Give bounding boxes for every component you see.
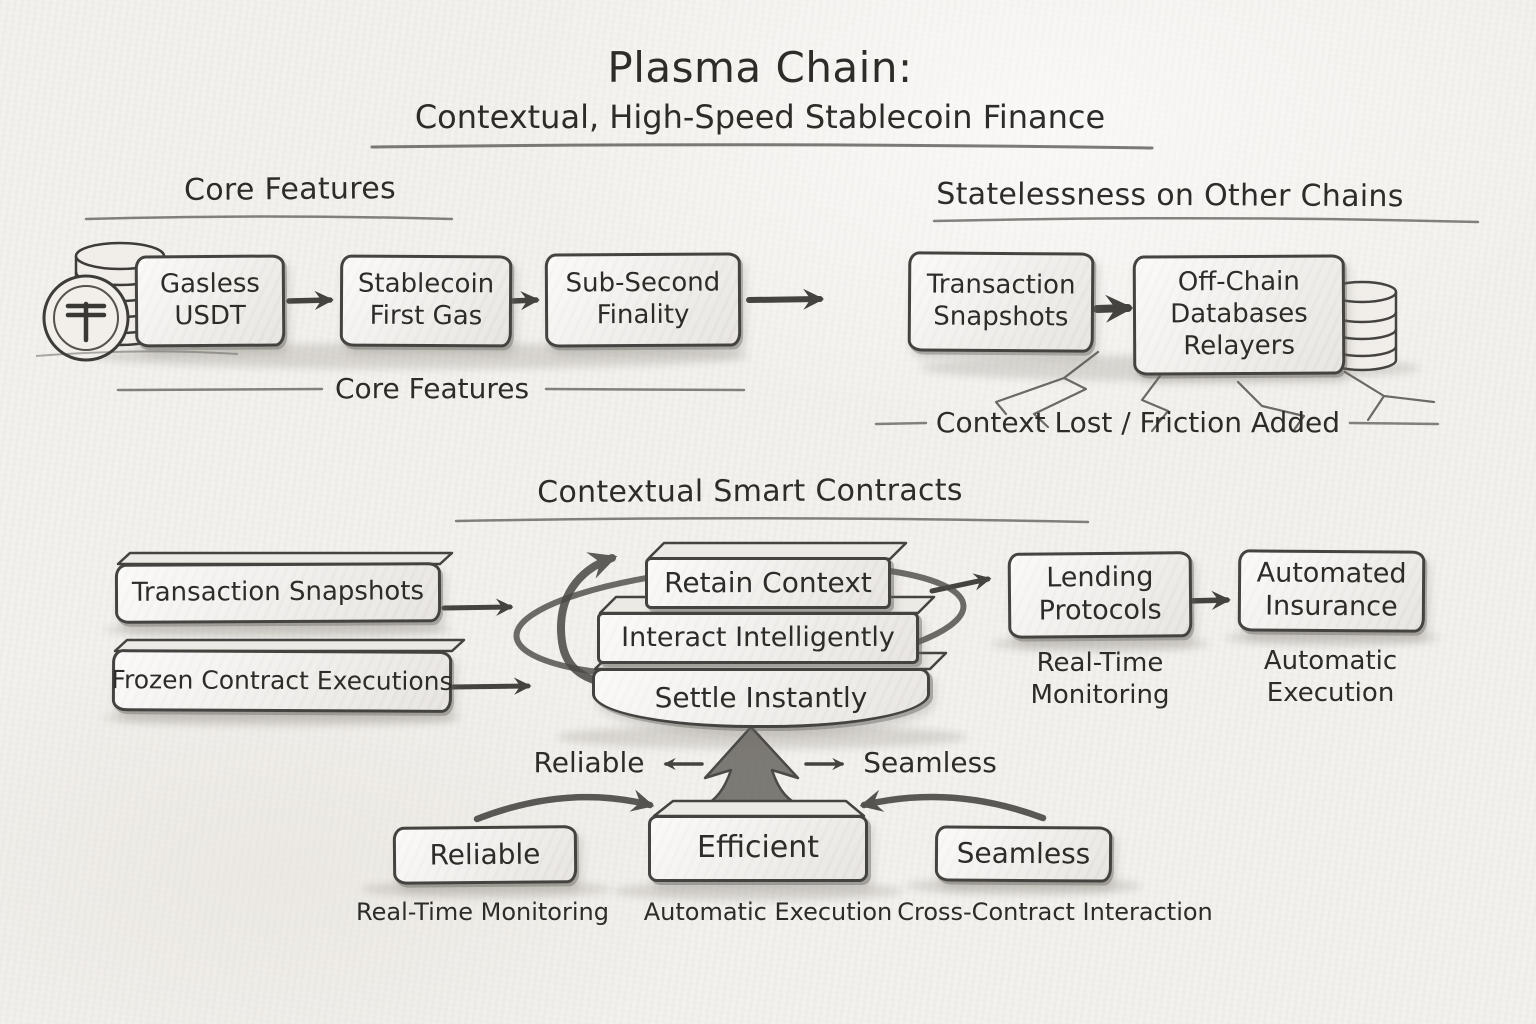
node-reliable: Reliable: [393, 825, 577, 885]
stack-interact-intelligently: Interact Intelligently: [597, 612, 919, 664]
node-frozen-contract-executions: Frozen Contract Executions: [112, 649, 452, 713]
node-automated-insurance: Automated Insurance: [1238, 549, 1426, 632]
node-sub-second-finality: Sub-Second Finality: [545, 252, 741, 347]
node-seamless: Seamless: [935, 825, 1112, 882]
arrow-snapshots-to-offchain-icon: [1097, 308, 1128, 309]
curve-arrow-right-icon: [864, 797, 1043, 818]
arrow-stablecoin-to-subsecond-icon: [513, 300, 536, 301]
arrow-gasless-to-stablecoin-icon: [289, 300, 330, 301]
seamless-flow-label: Seamless: [863, 746, 997, 779]
stack-retain-context: Retain Context: [645, 557, 891, 609]
core-features-header: Core Features: [183, 171, 397, 208]
insurance-caption: Automatic Execution: [1263, 646, 1398, 708]
node-gasless-usdt: Gasless USDT: [135, 254, 286, 347]
reliable-caption: Real-Time Monitoring: [356, 898, 609, 926]
node-off-chain-databases: Off-Chain Databases Relayers: [1133, 254, 1346, 375]
contextual-header: Contextual Smart Contracts: [537, 472, 963, 511]
page-subtitle: Contextual, High-Speed Stablecoin Finance: [414, 98, 1106, 136]
node-stablecoin-first-gas: Stablecoin First Gas: [340, 255, 512, 348]
node-efficient: Efficient: [648, 815, 868, 882]
reliable-flow-label: Reliable: [533, 746, 645, 779]
arrow-lending-to-insurance-icon: [1188, 600, 1227, 601]
seamless-caption: Cross-Contract Interaction: [897, 898, 1213, 926]
lending-caption: Real-Time Monitoring: [1030, 648, 1170, 710]
node-input-transaction-snapshots: Transaction Snapshots: [115, 562, 441, 624]
statelessness-header: Statelessness on Other Chains: [936, 176, 1404, 215]
arrow-input2-to-stack-icon: [452, 686, 528, 687]
core-features-caption: Core Features: [334, 372, 530, 405]
curve-arrow-left-icon: [477, 797, 650, 819]
context-lost-caption: Context Lost / Friction Added: [935, 406, 1341, 439]
arrow-subsecond-out-icon: [749, 299, 820, 300]
efficient-caption: Automatic Execution: [643, 898, 893, 926]
page-title: Plasma Chain:: [607, 43, 913, 92]
stack-settle-instantly: Settle Instantly: [592, 668, 930, 728]
node-transaction-snapshots-other: Transaction Snapshots: [908, 251, 1095, 352]
arrow-input1-to-stack-icon: [444, 607, 510, 608]
node-lending-protocols: Lending Protocols: [1008, 551, 1193, 639]
